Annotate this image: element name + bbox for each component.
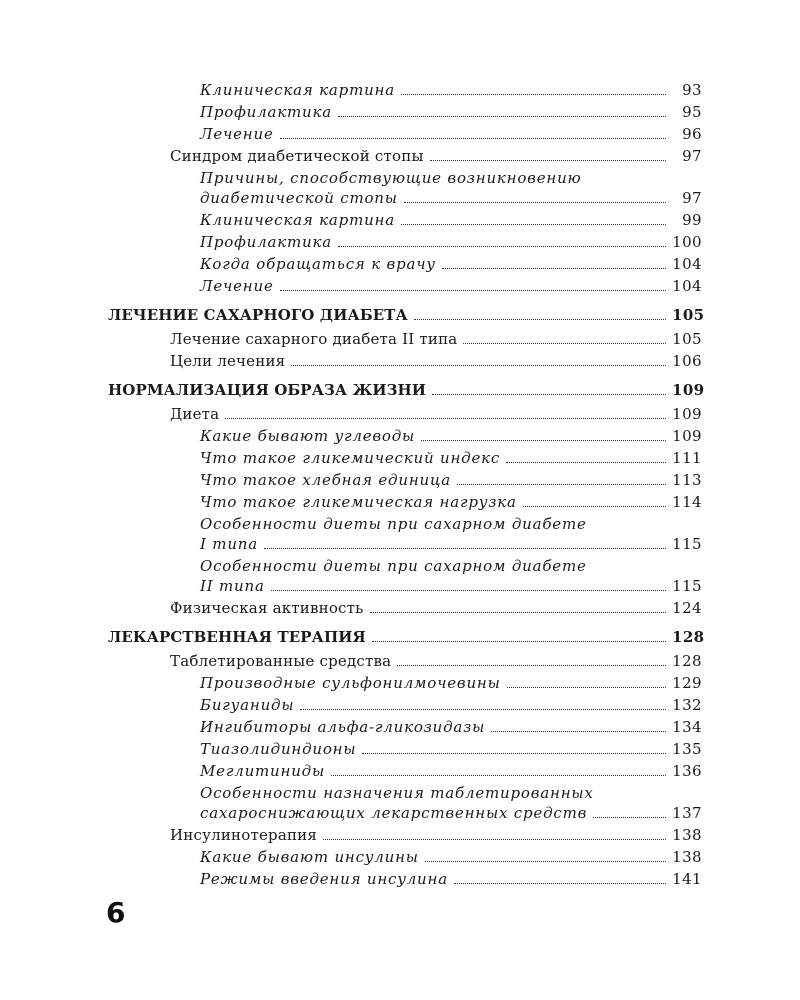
toc-entry-page: 97 xyxy=(682,147,702,165)
dot-leader xyxy=(323,839,666,840)
toc-section xyxy=(108,329,702,349)
dot-leader xyxy=(507,687,666,688)
toc-entry-line2 xyxy=(200,188,702,208)
toc-entry-page: 137 xyxy=(672,804,702,822)
toc-entry-title: Лечение xyxy=(200,277,274,295)
toc-subsection xyxy=(108,254,702,274)
dot-leader xyxy=(457,484,666,485)
toc-subsection xyxy=(108,276,702,296)
dot-leader xyxy=(338,246,666,247)
toc-subsection xyxy=(108,761,702,781)
dot-leader xyxy=(401,224,666,225)
toc-entry-title: Лечение xyxy=(200,125,274,143)
toc-section xyxy=(108,404,702,424)
toc-entry-title-line1: Особенности назначения таблетированных xyxy=(200,784,594,802)
toc-section xyxy=(108,651,702,671)
toc-entry-page: 115 xyxy=(672,535,702,553)
toc-entry-page: 115 xyxy=(672,577,702,595)
toc-entry-title: ЛЕЧЕНИЕ САХАРНОГО ДИАБЕТА xyxy=(108,306,408,324)
toc-subsection xyxy=(108,869,702,889)
toc-subsection xyxy=(108,673,702,693)
toc-entry-title: Что такое гликемический индекс xyxy=(200,449,501,467)
toc-entry-title: Лечение сахарного диабета II типа xyxy=(170,330,458,348)
toc-entry-title: Диета xyxy=(170,405,220,423)
dot-leader xyxy=(425,861,666,862)
toc-subsection xyxy=(108,426,702,446)
toc-entry-page: 113 xyxy=(672,471,702,489)
toc-entry-line2 xyxy=(200,803,702,823)
toc-entry-title: Когда обращаться к врачу xyxy=(200,255,436,273)
toc-entry-page: 96 xyxy=(682,125,702,143)
toc-entry-line2 xyxy=(200,576,702,596)
toc-entry-title: Какие бывают инсулины xyxy=(200,848,419,866)
toc-entry-title-line1: Особенности диеты при сахарном диабете xyxy=(200,515,587,533)
dot-leader xyxy=(338,116,666,117)
toc-entry-title-line1: Причины, способствующие возникновению xyxy=(200,169,582,187)
dot-leader xyxy=(401,94,666,95)
toc-entry-page: 138 xyxy=(672,848,702,866)
toc-entry-page: 97 xyxy=(682,189,702,207)
toc-entry-page: 100 xyxy=(672,233,702,251)
dot-leader xyxy=(523,506,666,507)
toc-subsection xyxy=(108,210,702,230)
toc-entry-page: 111 xyxy=(672,449,702,467)
toc-entry-multiline xyxy=(108,168,702,208)
toc-subsection xyxy=(108,695,702,715)
toc-entry-title: Производные сульфонилмочевины xyxy=(200,674,501,692)
toc-chapter xyxy=(108,305,705,325)
toc-entry-page: 138 xyxy=(672,826,702,844)
toc-entry-title-line2: сахароснижающих лекарственных средств xyxy=(200,804,588,822)
dot-leader xyxy=(414,319,666,320)
dot-leader xyxy=(593,817,666,818)
dot-leader xyxy=(454,883,666,884)
toc-subsection xyxy=(108,717,702,737)
toc-chapter xyxy=(108,380,705,400)
toc-subsection xyxy=(108,124,702,144)
toc-entry-title-line2: диабетической стопы xyxy=(200,189,398,207)
toc-entry-title: Какие бывают углеводы xyxy=(200,427,416,445)
dot-leader xyxy=(225,418,666,419)
dot-leader xyxy=(372,641,666,642)
toc-entry-title: Что такое хлебная единица xyxy=(200,471,451,489)
dot-leader xyxy=(404,202,666,203)
toc-entry-title: Инсулинотерапия xyxy=(170,826,318,844)
page-number: 6 xyxy=(106,896,126,929)
toc-subsection xyxy=(108,470,702,490)
toc-entry-title: НОРМАЛИЗАЦИЯ ОБРАЗА ЖИЗНИ xyxy=(108,381,427,399)
toc-entry-page: 109 xyxy=(672,427,702,445)
toc-section xyxy=(108,146,702,166)
dot-leader xyxy=(280,290,666,291)
toc-entry-title: Таблетированные средства xyxy=(170,652,392,670)
toc-section xyxy=(108,598,702,618)
dot-leader xyxy=(491,731,666,732)
toc-entry-page: 136 xyxy=(672,762,702,780)
dot-leader xyxy=(362,753,666,754)
toc-section xyxy=(108,825,702,845)
toc-subsection xyxy=(108,448,702,468)
toc-entry-page: 95 xyxy=(682,103,702,121)
toc-entry-page: 93 xyxy=(682,81,702,99)
toc-entry-page: 135 xyxy=(672,740,702,758)
toc-entry-page: 124 xyxy=(672,599,702,617)
toc-entry-title: Тиазолидиндионы xyxy=(200,740,357,758)
toc-entry-title: Профилактика xyxy=(200,233,332,251)
toc-entry-title: Бигуаниды xyxy=(200,696,295,714)
toc-entry-page: 104 xyxy=(672,277,702,295)
toc-subsection xyxy=(108,232,702,252)
toc-entry-title: Клиническая картина xyxy=(200,81,395,99)
table-of-contents xyxy=(108,78,705,889)
toc-chapter xyxy=(108,627,705,647)
toc-entry-title: Клиническая картина xyxy=(200,211,395,229)
dot-leader xyxy=(463,343,666,344)
dot-leader xyxy=(442,268,666,269)
toc-subsection xyxy=(108,492,702,512)
toc-entry-page: 106 xyxy=(672,352,702,370)
toc-entry-page: 105 xyxy=(672,330,702,348)
toc-entry-line2 xyxy=(200,534,702,554)
toc-entry-page: 104 xyxy=(672,255,702,273)
toc-entry-title-line2: I типа xyxy=(200,535,258,553)
dot-leader xyxy=(432,394,666,395)
dot-leader xyxy=(506,462,666,463)
toc-entry-title-line1: Особенности диеты при сахарном диабете xyxy=(200,557,587,575)
toc-entry-page: 109 xyxy=(672,381,705,399)
toc-entry-title: Ингибиторы альфа-гликозидазы xyxy=(200,718,486,736)
toc-entry-page: 134 xyxy=(672,718,702,736)
dot-leader xyxy=(370,612,666,613)
toc-entry-page: 114 xyxy=(672,493,702,511)
toc-entry-title: Цели лечения xyxy=(170,352,286,370)
toc-entry-title: Физическая активность xyxy=(170,599,364,617)
toc-entry-page: 128 xyxy=(672,628,705,646)
toc-entry-title: ЛЕКАРСТВЕННАЯ ТЕРАПИЯ xyxy=(108,628,366,646)
toc-entry-multiline xyxy=(108,556,702,596)
toc-entry-page: 132 xyxy=(672,696,702,714)
toc-entry-title: Профилактика xyxy=(200,103,332,121)
dot-leader xyxy=(264,548,666,549)
toc-subsection xyxy=(108,847,702,867)
dot-leader xyxy=(271,590,666,591)
toc-entry-page: 109 xyxy=(672,405,702,423)
toc-subsection xyxy=(108,739,702,759)
toc-entry-multiline xyxy=(108,783,702,823)
dot-leader xyxy=(430,160,666,161)
dot-leader xyxy=(300,709,666,710)
toc-entry-multiline xyxy=(108,514,702,554)
toc-subsection xyxy=(108,80,702,100)
toc-entry-page: 99 xyxy=(682,211,702,229)
dot-leader xyxy=(291,365,666,366)
dot-leader xyxy=(280,138,666,139)
toc-entry-page: 141 xyxy=(672,870,702,888)
toc-section xyxy=(108,351,702,371)
toc-entry-page: 129 xyxy=(672,674,702,692)
toc-entry-title-line2: II типа xyxy=(200,577,265,595)
toc-entry-title: Синдром диабетической стопы xyxy=(170,147,424,165)
toc-entry-title: Меглитиниды xyxy=(200,762,325,780)
toc-entry-page: 105 xyxy=(672,306,705,324)
toc-entry-title: Режимы введения инсулина xyxy=(200,870,448,888)
dot-leader xyxy=(331,775,666,776)
dot-leader xyxy=(397,665,666,666)
dot-leader xyxy=(421,440,666,441)
toc-subsection xyxy=(108,102,702,122)
toc-entry-page: 128 xyxy=(672,652,702,670)
toc-entry-title: Что такое гликемическая нагрузка xyxy=(200,493,517,511)
